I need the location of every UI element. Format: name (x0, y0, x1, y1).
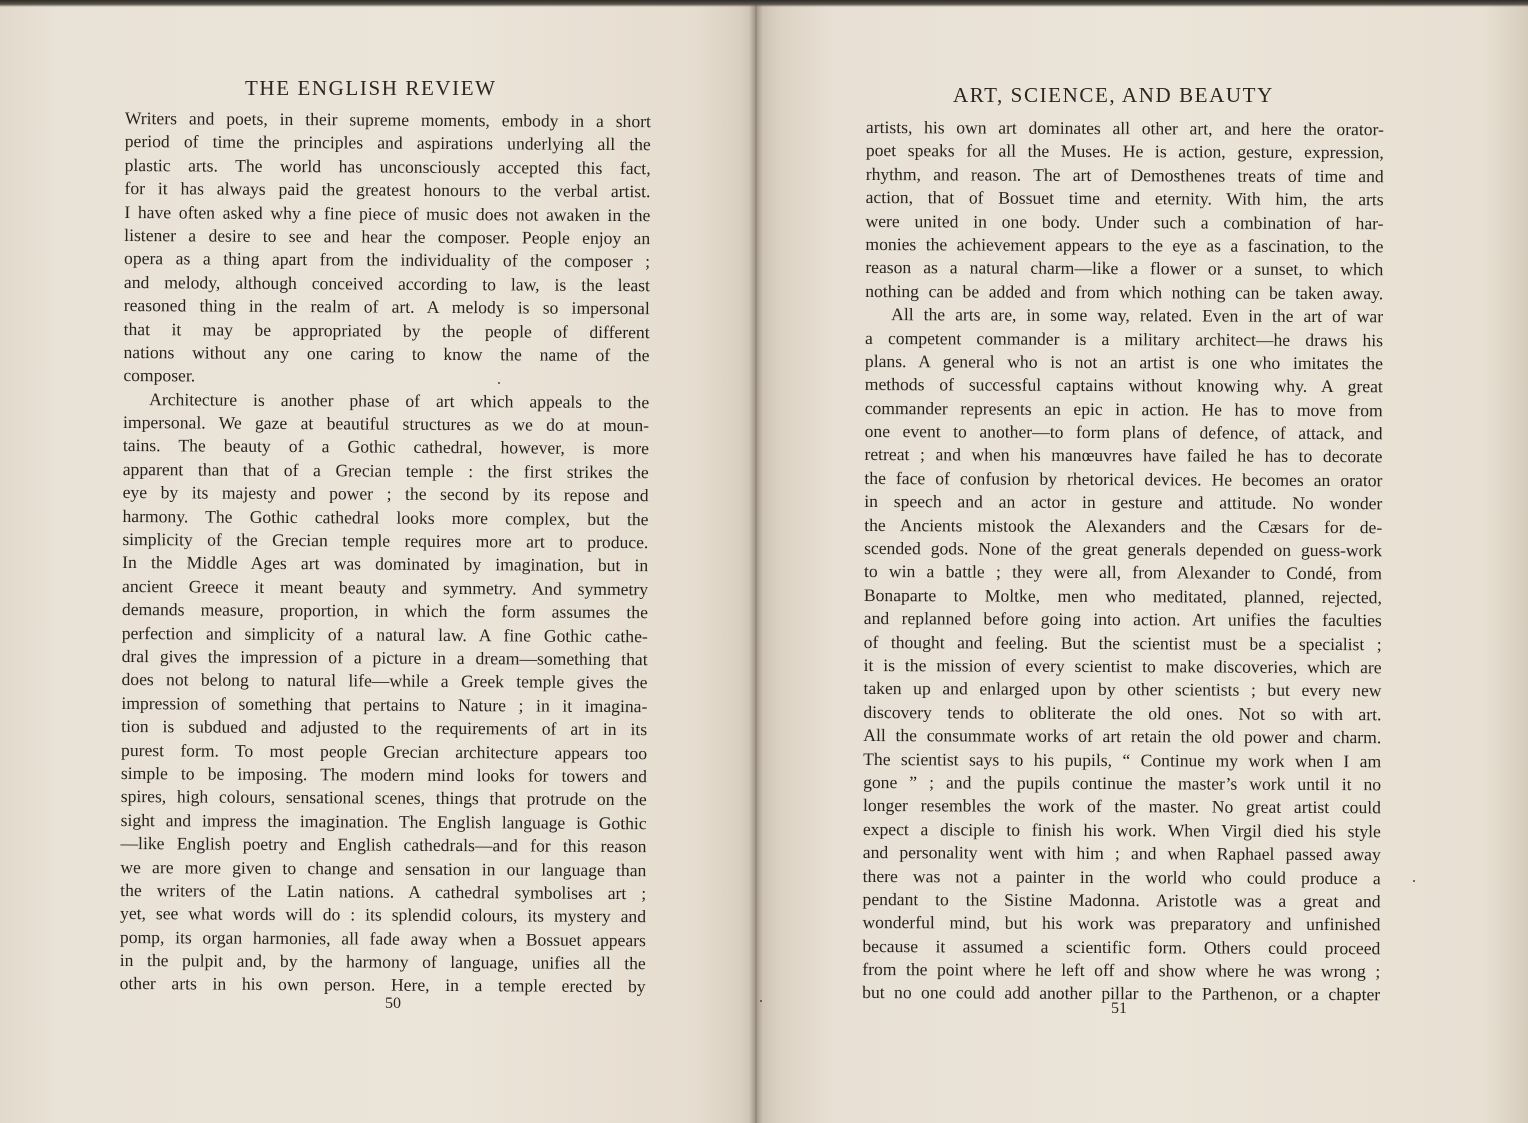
text-line: All the arts are, in some way, related. Even in the art of war (891, 304, 1384, 327)
text-line: expect a disciple to finish his work. When Virgil died his style (862, 818, 1381, 841)
text-line: scended gods. None of the great generals depended on guess-work (864, 538, 1383, 561)
text-line: opera as a thing apart from the individuality of the composer ; (124, 248, 651, 272)
text-line: commander represents an epic in action. He has to move from (864, 397, 1383, 420)
text-line: simple to be imposing. The modern mind looks for towers and (120, 762, 647, 787)
text-line: yet, see what words will do : its splendid colours, its mystery and (120, 903, 647, 927)
text-line: and melody, although conceived according to law, is the least (123, 271, 650, 295)
top-shadow-edge (0, 0, 1528, 7)
text-line: but no one could add another pillar to the Parthenon, or a chapter (862, 982, 1381, 1005)
text-line: and replanned before going into action. Art unifies the faculties (863, 608, 1382, 631)
right-page-number: 51 (1111, 1000, 1127, 1017)
text-line: listener a desire to see and hear the composer. People enjoy an (124, 224, 651, 249)
text-line: we are more given to change and sensation in our language than (120, 856, 647, 880)
text-line: discovery tends to obliterate the old ones. Not so with art. (863, 701, 1382, 725)
paper-speck (1413, 880, 1415, 882)
text-line: demands measure, proportion, in which the form assumes the (121, 599, 648, 623)
text-line: of thought and feeling. But the scientist must be a specialist ; (863, 631, 1382, 654)
text-line: for it has always paid the greatest honours to the verbal artist. (124, 178, 651, 202)
text-line: spires, high colours, sensational scenes, things that protrude on the (120, 786, 647, 810)
text-line: nothing can be added and from which nothing can be taken away. (865, 280, 1384, 303)
text-line: —like English poetry and English cathedrals—and for this reason (120, 833, 647, 857)
text-line: ancient Greece it meant beauty and symmetry. And symmetry (122, 575, 649, 600)
text-line: the Ancients mistook the Alexanders and the Cæsars for de- (864, 514, 1383, 537)
text-line: impersonal. We gaze at beautiful structures as we do at moun- (123, 412, 650, 436)
text-line: were united in one body. Under such a combination of har- (865, 210, 1384, 233)
text-line: the face of confusion by rhetorical devices. He becomes an orator (864, 467, 1383, 491)
text-line: Writers and poets, in their supreme moments, embody in a short (124, 107, 651, 132)
text-line: tion is subdued and adjusted to the requirements of art in its (121, 716, 648, 740)
text-line: Architecture is another phase of art which appeals to the (149, 388, 650, 412)
left-page-number: 50 (385, 995, 401, 1012)
text-line: The scientist says to his pupils, “ Continue my work when I am (863, 748, 1382, 771)
text-line: purest form. To most people Grecian architecture appears too (121, 739, 648, 763)
text-line: pomp, its organ harmonies, all fade away when a Bossuet appears (119, 926, 646, 950)
text-line: sight and impress the imagination. The English language is Gothic (120, 809, 647, 833)
text-line: artists, his own art dominates all other art, and here the orator- (865, 116, 1384, 140)
text-line: poet speaks for all the Muses. He is action, gesture, expression, (865, 140, 1384, 163)
text-line: one event to another—to form plans of defence, of attack, and (864, 421, 1383, 444)
text-line: nations without any one caring to know the name of the (123, 341, 650, 366)
text-line: I have often asked why a fine piece of music does not awaken in the (124, 201, 651, 225)
text-line: retreat ; and when his manœuvres have failed he has to decorate (864, 444, 1383, 467)
text-line: dral gives the impression of a picture in a dream—something that (121, 645, 648, 670)
text-line: and personality went with him ; and when Raphael passed away (862, 842, 1381, 865)
left-page-text (120, 107, 651, 999)
text-line: impression of something that pertains to Nature ; in it imagina- (121, 692, 648, 716)
text-line: that it may be appropriated by the people of different (123, 318, 650, 342)
text-line: to win a battle ; they were all, from Alexander to Condé, from (863, 561, 1383, 584)
text-line: because it assumed a scientific form. Others could proceed (862, 935, 1381, 958)
book-gutter (749, 0, 763, 1123)
text-line: In the Middle Ages art was dominated by imagination, but in (122, 552, 649, 576)
text-line: All the consummate works of art retain the old power and charm. (863, 725, 1382, 748)
text-line: in the pulpit and, by the harmony of language, unifies all the (119, 950, 646, 974)
text-line: wonderful mind, but his work was preparatory and unfinished (862, 912, 1381, 935)
text-line: action, that of Bossuet time and eternity. With him, the arts (865, 187, 1384, 210)
text-line: tains. The beauty of a Gothic cathedral, however, is more (122, 435, 649, 459)
text-line: a competent commander is a military architect—he draws his (864, 327, 1384, 350)
text-line: composer. (123, 365, 196, 386)
text-line: plans. A general who is not an artist is one who imitates the (864, 350, 1383, 374)
left-running-head: THE ENGLISH REVIEW (245, 76, 497, 100)
text-line: plastic arts. The world has unconsciously accepted this fact, (124, 154, 651, 178)
text-line: taken up and enlarged upon by other scientists ; but every new (863, 678, 1382, 701)
paper-speck (760, 1000, 762, 1002)
right-page-text (862, 116, 1384, 1007)
paper-speck (498, 382, 500, 384)
text-line: perfection and simplicity of a natural law. A fine Gothic cathe- (121, 622, 648, 646)
text-line: the writers of the Latin nations. A cathedral symbolises art ; (120, 879, 647, 904)
text-line: pendant to the Sistine Madonna. Aristotle was a great and (862, 888, 1381, 912)
text-line: simplicity of the Grecian temple requires more art to produce. (122, 529, 649, 553)
text-line: apparent than that of a Grecian temple : the first strikes the (122, 458, 649, 483)
text-line: there was not a painter in the world who could produce a (862, 865, 1381, 888)
text-line: eye by its majesty and power ; the second by its repose and (122, 482, 649, 506)
text-line: gone ” ; and the pupils continue the master’s work until it no (863, 771, 1382, 795)
text-line: Bonaparte to Moltke, men who meditated, planned, rejected, (863, 584, 1382, 608)
text-line: from the point where he left off and show where he was wrong ; (862, 959, 1381, 982)
text-line: monies the achievement appears to the eye as a fascination, to the (865, 233, 1384, 257)
text-line: harmony. The Gothic cathedral looks more complex, but the (122, 505, 649, 529)
text-line: it is the mission of every scientist to make discoveries, which are (863, 654, 1382, 678)
text-line: longer resembles the work of the master. No great artist could (862, 795, 1382, 818)
text-line: in speech and an actor in gesture and attitude. No wonder (864, 491, 1383, 514)
text-line: methods of successful captains without knowing why. A great (864, 374, 1383, 397)
right-running-head: ART, SCIENCE, AND BEAUTY (953, 83, 1274, 107)
text-line: rhythm, and reason. The art of Demosthenes treats of time and (865, 163, 1384, 187)
text-line: reasoned thing in the realm of art. A melody is so impersonal (123, 295, 650, 319)
text-line: does not belong to natural life—while a Greek temple gives the (121, 669, 648, 693)
text-line: period of time the principles and aspirations underlying all the (124, 131, 651, 155)
text-line: other arts in his own person. Here, in a temple erected by (119, 973, 646, 997)
text-line: reason as a natural charm—like a flower or a sunset, to which (865, 257, 1384, 280)
